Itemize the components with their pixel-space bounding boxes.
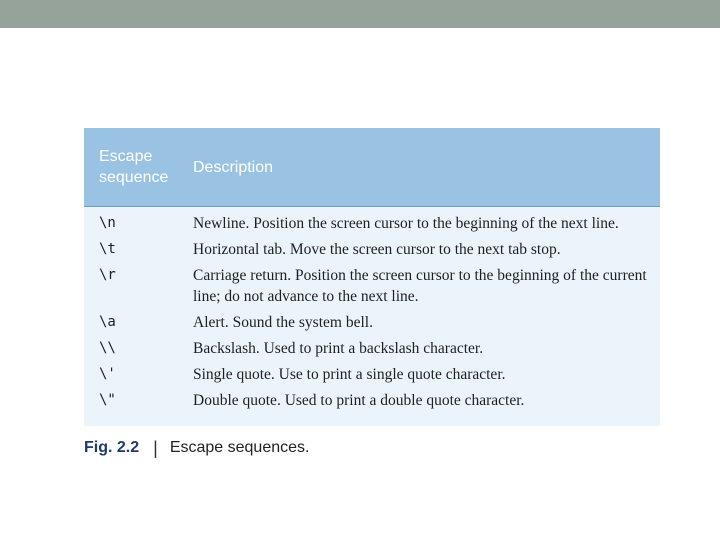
table-row — [84, 312, 660, 333]
description-cell: Alert. Sound the system bell. — [193, 314, 373, 331]
table-row — [84, 265, 660, 307]
escape-sequence-table — [84, 128, 660, 426]
table-body — [84, 207, 660, 426]
figure-caption — [84, 428, 660, 468]
escape-code-cell: \n — [99, 215, 116, 231]
top-accent-bar — [0, 0, 720, 28]
description-cell: Double quote. Used to print a double quote character. — [193, 392, 525, 409]
table-row — [84, 390, 660, 411]
escape-code-cell: \\ — [99, 340, 116, 356]
escape-code-cell: \' — [99, 366, 116, 382]
table-row — [84, 338, 660, 359]
description-cell: Single quote. Use to print a single quote character. — [193, 366, 506, 383]
escape-code-cell: \t — [99, 241, 116, 257]
caption-separator: | — [153, 437, 158, 458]
description-cell: Horizontal tab. Move the screen cursor to the next tab stop. — [193, 241, 561, 258]
description-cell: Newline. Position the screen cursor to the beginning of the next line. — [193, 215, 619, 232]
table-header — [84, 128, 660, 207]
caption-text: Escape sequences. — [169, 439, 310, 456]
header-description: Description — [193, 158, 274, 176]
description-cell: Carriage return. Position the screen cursor to the beginning of the current line; do not advance to the next line. — [193, 267, 647, 305]
table-row — [84, 364, 660, 385]
table-row — [84, 239, 660, 260]
table-row — [84, 213, 660, 234]
escape-code-cell: \r — [99, 267, 116, 283]
figure-escape-sequences — [84, 128, 660, 468]
figure-label: Fig. 2.2 — [84, 439, 140, 456]
escape-code-cell: \a — [99, 314, 116, 330]
description-cell: Backslash. Used to print a backslash character. — [193, 340, 484, 357]
escape-code-cell: \" — [99, 392, 116, 408]
header-escape-sequence: Escape sequence — [99, 148, 169, 186]
